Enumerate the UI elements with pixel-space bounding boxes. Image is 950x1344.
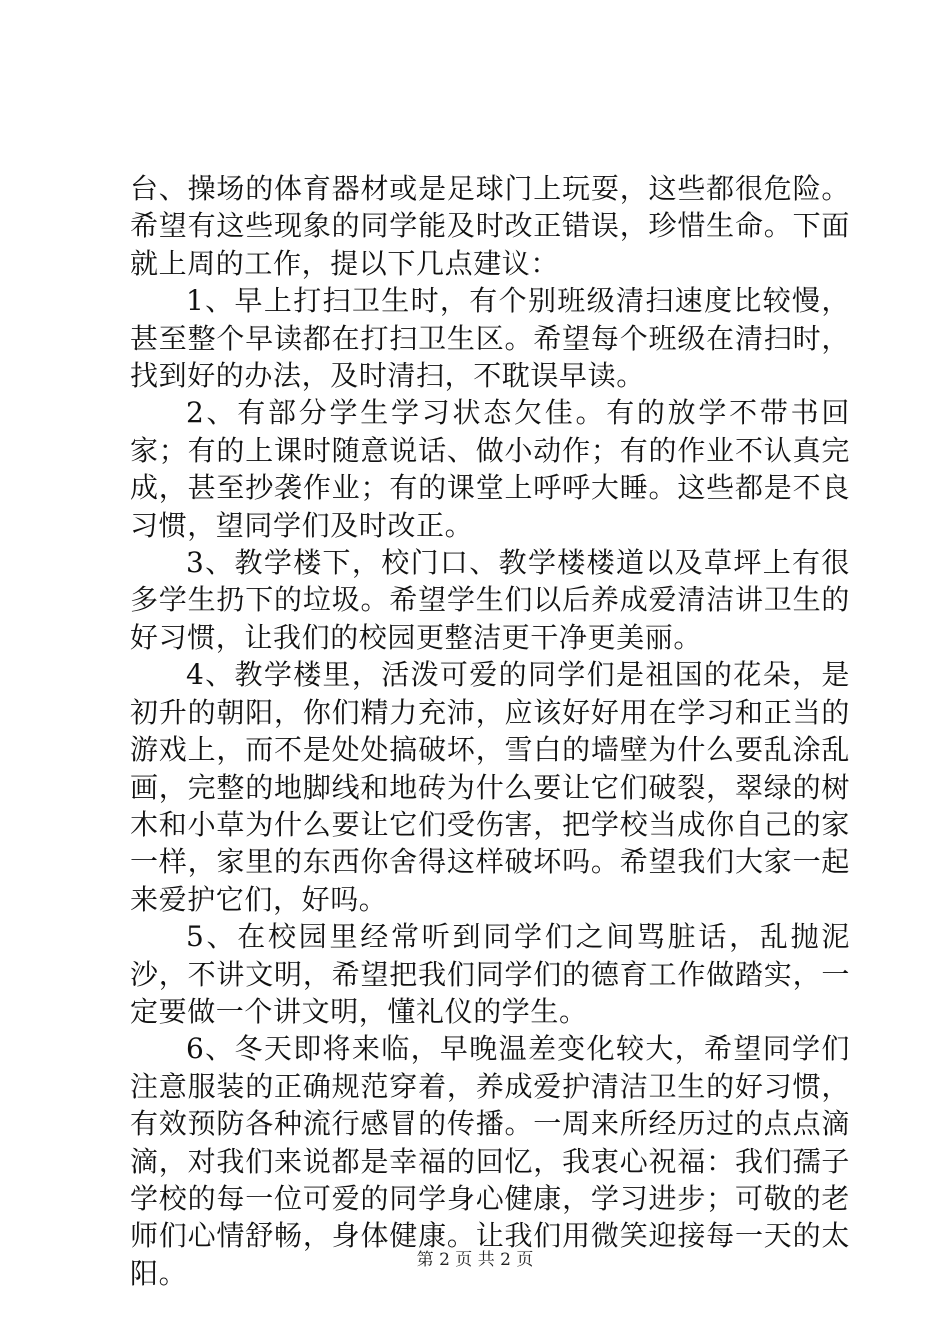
page-footer: 第 2 页 共 2 页	[416, 1250, 534, 1270]
paragraph-continuation: 台、操场的体育器材或是足球门上玩耍，这些都很危险。希望有这些现象的同学能及时改正错误，珍惜生命。下面就上周的工作，提以下几点建议：	[130, 172, 850, 280]
paragraph-item-6: 6、冬天即将来临，早晚温差变化较大，希望同学们注意服装的正确规范穿着，养成爱护清洁卫生的好习惯，有效预防各种流行感冒的传播。一周来所经历过的点点滴滴，对我们来说都是幸福的回忆，我衷心祝福：我们孺子学校的每一位可爱的同学身心健康，学习进步；可敬的老师们心情舒畅，身体健康。让我们用微笑迎接每一天的太阳。	[130, 1032, 850, 1290]
paragraph-item-4: 4、教学楼里，活泼可爱的同学们是祖国的花朵，是初升的朝阳，你们精力充沛，应该好好用在学习和正当的游戏上，而不是处处搞破坏，雪白的墙壁为什么要乱涂乱画，完整的地脚线和地砖为什么要让它们破裂，翠绿的树木和小草为什么要让它们受伤害，把学校当成你自己的家一样，家里的东西你舍得这样破坏吗。希望我们大家一起来爱护它们，好吗。	[130, 658, 850, 916]
document-body	[130, 170, 850, 1292]
paragraph-item-2: 2、有部分学生学习状态欠佳。有的放学不带书回家；有的上课时随意说话、做小动作；有的作业不认真完成，甚至抄袭作业；有的课堂上呼呼大睡。这些都是不良习惯，望同学们及时改正。	[130, 396, 850, 542]
paragraph-item-5: 5、在校园里经常听到同学们之间骂脏话，乱抛泥沙，不讲文明，希望把我们同学们的德育工作做踏实，一定要做一个讲文明，懂礼仪的学生。	[130, 920, 850, 1028]
paragraph-item-1: 1、早上打扫卫生时，有个别班级清扫速度比较慢，甚至整个早读都在打扫卫生区。希望每个班级在清扫时，找到好的办法，及时清扫，不耽误早读。	[130, 284, 850, 393]
paragraph-item-3: 3、教学楼下，校门口、教学楼楼道以及草坪上有很多学生扔下的垃圾。希望学生们以后养成爱清洁讲卫生的好习惯，让我们的校园更整洁更干净更美丽。	[130, 546, 850, 654]
